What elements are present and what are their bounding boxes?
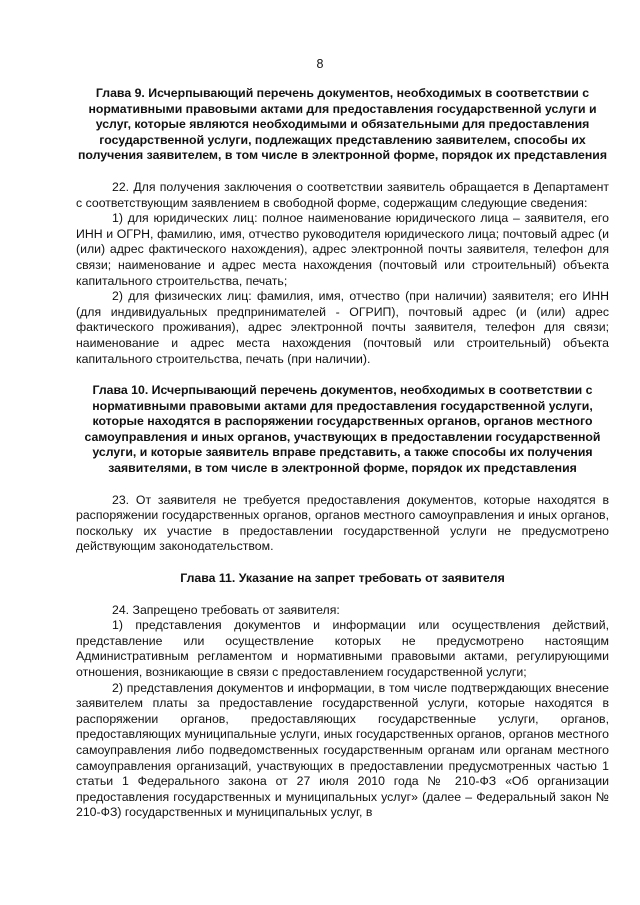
document-body (76, 86, 609, 821)
paragraph-22-item-1: 1) для юридических лиц: полное наименование юридического лица – заявителя, его ИНН и ОГРН, фамилию, имя, отчество руководителя юридического лица; почтовый адрес (и (или) адрес фактического нахождения), адрес электронной почты заявителя, телефон для связи; наименование и адрес места нахождения (почтовый или строительный) объекта капитального строительства, печать; (76, 211, 609, 288)
chapter-11-title: Глава 11. Указание на запрет требовать от заявителя (180, 571, 505, 586)
paragraph-22-item-2: 2) для физических лиц: фамилия, имя, отчество (при наличии) заявителя; его ИНН (для индивидуальных предпринимателей - ОГРИП), почтовый адрес (и (или) адрес фактического проживания), адрес электронной почты заявителя, телефон для связи; наименование и адрес места нахождения (почтовый или строительный) объекта капитального строительства, печать (при наличии). (76, 289, 609, 366)
paragraph-23: 23. От заявителя не требуется предоставления документов, которые находятся в распоряжении государственных органов, органов местного самоуправления и иных органов, поскольку их участие в предоставлении государственной услуги не предусмотрено действующим законодательством. (76, 492, 609, 554)
paragraph-24-item-1: 1) представления документов и информации или осуществления действий, представление или осуществление которых не предусмотрено настоящим Административным регламентом и нормативными правовыми актами, регулирующими отношения, возникающие в связи с предоставлением государственной услуги; (76, 618, 609, 679)
page-number: 8 (316, 57, 324, 71)
paragraph-22: 22. Для получения заключения о соответствии заявитель обращается в Департамент с соответствующим заявлением в свободной форме, содержащим следующие сведения: (76, 179, 609, 210)
paragraph-24-item-2: 2) представления документов и информации, в том числе подтверждающих внесение заявителем платы за предоставление государственной услуги, которые находятся в распоряжении органов, предоставляющих государственные услуги, органов, предоставляющих муниципальные услуги, иных государственных органов, органов местного самоуправления либо подведомственных государственным органам или органам местного самоуправления организаций, участвующих в предоставлении предусмотренных частью 1 статьи 1 Федерального закона от 27 июля 2010 года № 210-ФЗ «Об организации предоставления государственных и муниципальных услуг» (далее – Федеральный закон № 210-ФЗ) государственных и муниципальных услуг, в (76, 680, 609, 820)
chapter-9-title: Глава 9. Исчерпывающий перечень документов, необходимых в соответствии с нормативными правовыми актами для предоставления государственной услуги и услуг, которые являются необходимыми и обязательными для предоставления государственной услуги, подлежащих представлению заявителем, способы их получения заявителем, в том числе в электронной форме, порядок их представления (77, 86, 608, 163)
paragraph-24: 24. Запрещено требовать от заявителя: (112, 602, 340, 617)
chapter-10-title: Глава 10. Исчерпывающий перечень документов, необходимых в соответствии с нормативными правовыми актами для предоставления государственной услуги, которые находятся в распоряжении государственных органов, органов местного самоуправления и иных органов, участвующих в предоставлении государственной услуги, и которые заявитель вправе представить, а также способы их получения заявителями, в том числе в электронной форме, порядок их представления (84, 383, 601, 476)
